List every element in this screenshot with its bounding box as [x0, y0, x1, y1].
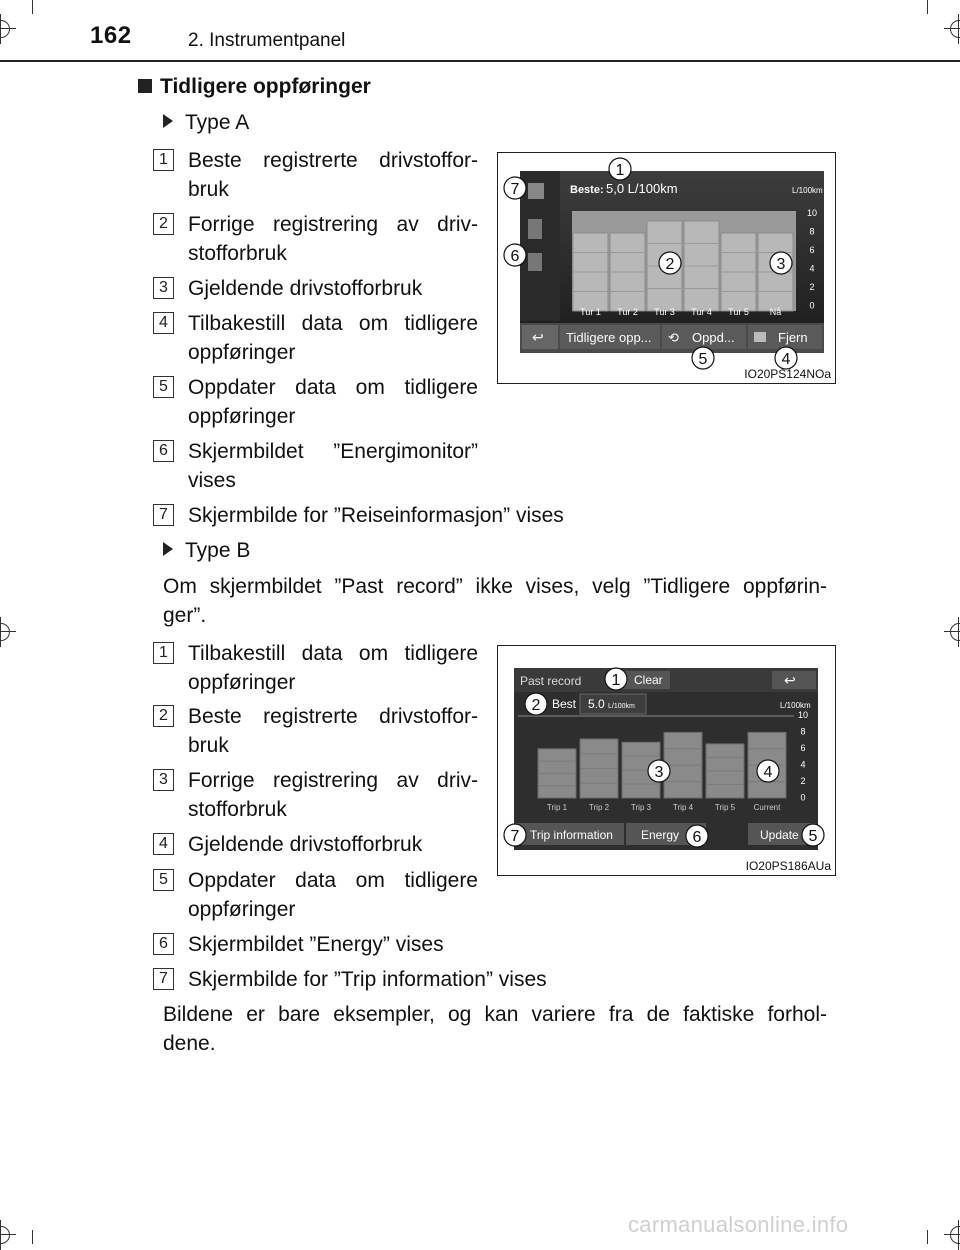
figure-b-x-tick: Trip 3	[630, 803, 652, 812]
crop-mark	[944, 1220, 960, 1250]
past-record-button-label: Tidligere opp...	[566, 330, 652, 345]
figure-b-x-tick: Trip 5	[714, 803, 736, 812]
item-number-badge: 6	[153, 440, 174, 462]
crop-mark	[944, 617, 960, 647]
item-number-badge: 5	[153, 376, 174, 398]
figure-type-b	[497, 645, 836, 876]
callout-number: 1	[611, 672, 621, 689]
back-arrow-icon: ↩	[784, 673, 796, 689]
item-number-badge: 2	[153, 213, 174, 235]
item-text-line: Forrige registrering av driv-	[188, 213, 478, 236]
crop-mark	[944, 14, 960, 44]
type-b-label	[163, 536, 250, 565]
section-heading-text: Tidligere oppføringer	[160, 75, 371, 98]
figure-a-y-tick: 4	[809, 263, 815, 274]
figure-b-y-tick: 0	[800, 792, 806, 803]
back-arrow-icon: ↩	[532, 330, 544, 346]
item-text-line: oppføringer	[188, 341, 296, 364]
footer-note-line-2: dene.	[163, 1032, 216, 1055]
item-text-line: Beste registrerte drivstoffor-	[188, 705, 478, 728]
flag-icon	[528, 183, 544, 199]
figure-b-clear-label: Clear	[634, 673, 663, 687]
figure-a-x-tick: Tur 4	[691, 307, 712, 317]
figure-a-best-label: Beste:	[570, 184, 604, 196]
type-a-label	[163, 108, 249, 137]
callout-number: 7	[510, 828, 520, 845]
type-b-intro-line-1: Om skjermbildet ”Past record” ikke vises, velg ”Tidligere oppførin-	[163, 575, 827, 598]
item-text-line: bruk	[188, 734, 229, 757]
figure-a-x-tick: Tur 5	[728, 307, 749, 317]
figure-b-best-unit: L/100km	[608, 703, 635, 710]
crop-mark	[0, 617, 16, 647]
item-text-line: stofforbruk	[188, 242, 287, 265]
item-number-badge: 3	[153, 277, 174, 299]
figure-a-x-tick: Tur 1	[580, 307, 601, 317]
item-text-line: Tilbakestill data om tidligere	[188, 312, 478, 335]
callout-number: 4	[781, 351, 791, 368]
item-number-badge: 7	[153, 504, 174, 526]
item-text-line: Forrige registrering av driv-	[188, 769, 478, 792]
item-text-line: Tilbakestill data om tidligere	[188, 642, 478, 665]
item-text-line: Skjermbilde for ”Reiseinformasjon” vises	[188, 504, 564, 527]
figure-b-y-tick: 4	[800, 759, 806, 770]
item-text-line: bruk	[188, 178, 229, 201]
figure-a-y-tick: 0	[809, 300, 815, 311]
callout-number: 6	[510, 248, 520, 265]
energy-button-label: Energy	[641, 828, 680, 842]
trim-line	[927, 0, 928, 14]
clear-button-label: Fjern	[778, 330, 808, 345]
figure-b-unit: L/100km	[780, 701, 811, 710]
item-number-badge: 4	[153, 833, 174, 855]
refresh-icon: ⟲	[668, 331, 679, 346]
figure-b-y-tick: 6	[800, 743, 806, 753]
item-number-badge: 2	[153, 705, 174, 727]
trim-line	[32, 1230, 33, 1244]
type-b-label-text: Type B	[185, 539, 251, 562]
figure-a-y-tick: 2	[809, 282, 815, 292]
figure-a-code: IO20PS124NOa	[744, 367, 831, 381]
triangle-bullet-icon	[163, 542, 173, 556]
item-number-badge: 3	[153, 769, 174, 791]
item-text-line: oppføringer	[188, 405, 296, 428]
figure-b-title: Past record	[520, 674, 582, 688]
chapter-title: 2. Instrumentpanel	[188, 30, 346, 51]
fuel-pump-icon	[528, 219, 542, 239]
clear-icon	[754, 332, 766, 342]
item-number-badge: 1	[153, 149, 174, 171]
type-a-label-text: Type A	[185, 111, 250, 134]
item-number-badge: 7	[153, 968, 174, 990]
figure-b-x-tick: Current	[753, 803, 781, 812]
item-text-line: vises	[188, 469, 236, 492]
callout-number: 5	[698, 351, 708, 368]
figure-a-x-tick: Tur 3	[654, 307, 675, 317]
trip-information-label: Trip information	[530, 828, 613, 842]
figure-a-unit: L/100km	[792, 186, 823, 195]
item-text-line: Skjermbildet ”Energimonitor”	[188, 440, 478, 463]
figure-b-x-tick: Trip 1	[546, 803, 568, 812]
item-number-badge: 1	[153, 642, 174, 664]
callout-number: 2	[531, 697, 541, 714]
callout-number: 1	[615, 162, 625, 179]
item-text-line: oppføringer	[188, 898, 296, 921]
figure-a-y-tick: 6	[809, 245, 815, 255]
footer-note-line-1: Bildene er bare eksempler, og kan variere fra de faktiske forhol-	[163, 1003, 827, 1026]
figure-a-x-tick: Tur 2	[617, 307, 638, 317]
figure-b-code: IO20PS186AUa	[745, 859, 831, 873]
figure-b-x-tick: Trip 2	[588, 803, 610, 812]
item-text-line: Gjeldende drivstofforbruk	[188, 833, 423, 856]
trim-line	[32, 0, 33, 14]
item-text-line: Oppdater data om tidligere	[188, 869, 478, 892]
section-heading	[138, 72, 371, 101]
item-text-line: oppføringer	[188, 671, 296, 694]
figure-type-a	[497, 152, 836, 384]
figure-a-y-tick: 10	[806, 208, 818, 218]
item-text-line: Skjermbildet ”Energy” vises	[188, 933, 444, 956]
item-number-badge: 6	[153, 933, 174, 955]
trim-line	[927, 1230, 928, 1244]
item-number-badge: 5	[153, 869, 174, 891]
figure-a-y-tick: 8	[809, 226, 815, 237]
item-text-line: Oppdater data om tidligere	[188, 376, 478, 399]
callout-number: 3	[776, 256, 786, 273]
figure-b-x-tick: Trip 4	[672, 803, 694, 812]
figure-b-y-tick: 8	[800, 726, 806, 737]
figure-a-x-tick: Nå	[769, 307, 782, 317]
callout-number: 4	[763, 764, 773, 781]
item-text-line: Gjeldende drivstofforbruk	[188, 277, 423, 300]
update-button-label: Oppd...	[692, 330, 735, 345]
energy-monitor-icon	[528, 253, 542, 271]
crop-mark	[0, 14, 16, 44]
figure-b-y-tick: 10	[797, 710, 809, 720]
crop-mark	[0, 1220, 16, 1250]
figure-a-best-value: 5,0 L/100km	[606, 181, 678, 196]
callout-number: 6	[692, 829, 702, 846]
page-number: 162	[90, 22, 132, 49]
figure-b-best-value: 5.0	[588, 697, 605, 711]
figure-b-y-tick: 2	[800, 776, 806, 786]
figure-b-best-label: Best	[552, 697, 577, 711]
type-b-intro-line-2: ger”.	[163, 604, 207, 627]
item-text-line: Beste registrerte drivstoffor-	[188, 149, 478, 172]
square-bullet-icon	[138, 79, 152, 93]
figure-a-screen	[498, 153, 835, 383]
header-rule	[0, 60, 960, 62]
callout-number: 5	[808, 828, 818, 845]
figure-b-screen	[498, 646, 835, 875]
callout-number: 7	[510, 181, 520, 198]
item-number-badge: 4	[153, 312, 174, 334]
figure-b-update-label: Update	[760, 828, 799, 842]
triangle-bullet-icon	[163, 114, 173, 128]
watermark: carmanualsonline.info	[628, 1212, 849, 1237]
callout-number: 2	[665, 256, 675, 273]
callout-number: 3	[654, 764, 664, 781]
item-text-line: Skjermbilde for ”Trip information” vises	[188, 968, 547, 991]
item-text-line: stofforbruk	[188, 798, 287, 821]
